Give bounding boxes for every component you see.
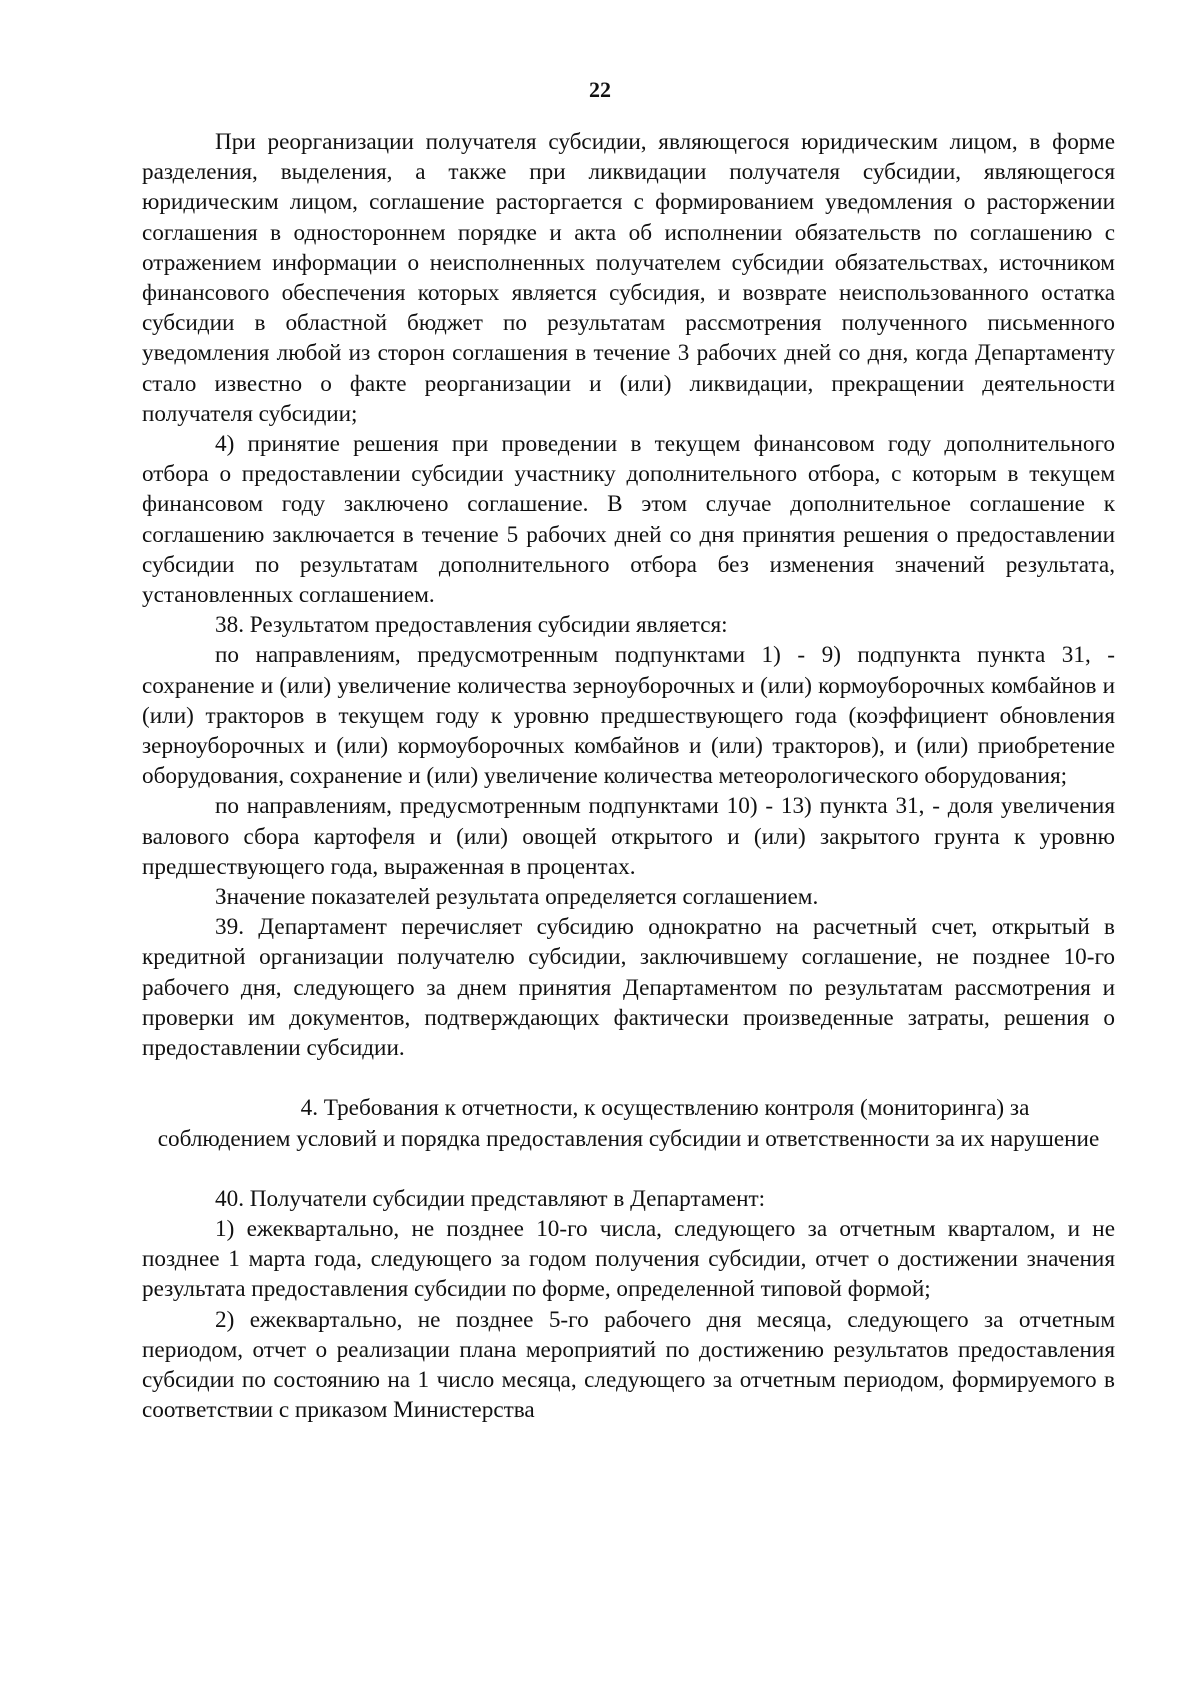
paragraph-40-item-1: 1) ежеквартально, не позднее 10-го числа, следующего за отчетным кварталом, и не позднее 1 марта года, следующего за годом получения субсидии, отчет о достижении значения результата предоставления субсидии по форме, определенной типовой формой; bbox=[142, 1215, 1115, 1303]
paragraph-40: 40. Получатели субсидии представляют в Департамент: bbox=[215, 1185, 766, 1212]
paragraph-item-4: 4) принятие решения при проведении в текущем финансовом году дополнительного отбора о предоставлении субсидии участнику дополнительного отбора, с которым в текущем финансовом году заключено соглашение. В этом случае дополнительное соглашение к соглашению заключается в течение 5 рабочих дней со дня принятия решения о предоставлении субсидии по результатам дополнительного отбора без изменения значений результата, установленных соглашением. bbox=[142, 431, 1115, 609]
paragraph-directions-1-9: по направлениям, предусмотренным подпунктами 1) - 9) подпункта пункта 31, - сохранение и (или) увеличение количества зерноуборочных и (или) кормоуборочных комбайнов и (или) тракторов в текущем году к уровню предшествующего года (коэффициент обновления зерноуборочных и (или) кормоуборочных комбайнов и (или) тракторов), и (или) приобретение оборудования, сохранение и (или) увеличение количества метеорологического оборудования; bbox=[142, 642, 1115, 790]
paragraph-40-item-2: 2) ежеквартально, не позднее 5-го рабочего дня месяца, следующего за отчетным периодом, отчет о реализации плана мероприятий по достижению результатов предоставления субсидии по состоянию на 1 число месяца, следующего за отчетным периодом, формируемого в соответствии с приказом Министерства bbox=[142, 1306, 1115, 1424]
paragraph-38: 38. Результатом предоставления субсидии является: bbox=[215, 612, 728, 639]
section-heading-rest: соблюдением условий и порядка предоставления субсидии и ответственности за их нарушение bbox=[157, 1125, 1100, 1152]
section-heading bbox=[142, 1093, 1115, 1153]
paragraph-result-value: Значение показателей результата определяется соглашением. bbox=[215, 884, 819, 911]
paragraph-directions-10-13: по направлениям, предусмотренным подпунктами 10) - 13) пункта 31, - доля увеличения валового сбора картофеля и (или) овощей открытого и (или) закрытого грунта к уровню предшествующего года, выраженная в процентах. bbox=[142, 793, 1115, 880]
paragraph-reorganization: При реорганизации получателя субсидии, являющегося юридическим лицом, в форме разделения, выделения, а также при ликвидации получателя субсидии, являющегося юридическим лицом, соглашение расторгается с формированием уведомления о расторжении соглашения в одностороннем порядке и акта об исполнении обязательств по соглашению с отражением информации о неисполненных получателем субсидии обязательствах, источником финансового обеспечения которых является субсидия, и возврате неиспользованного остатка субсидии в областной бюджет по результатам рассмотрения полученного письменного уведомления любой из сторон соглашения в течение 3 рабочих дней со дня, когда Департаменту стало известно о факте реорганизации и (или) ликвидации, прекращении деятельности получателя субсидии; bbox=[142, 129, 1115, 427]
section-heading-line-1: 4. Требования к отчетности, к осуществлению контроля (мониторинга) за bbox=[300, 1095, 1030, 1122]
page-number: 22 bbox=[589, 77, 611, 102]
document-body bbox=[142, 127, 1115, 1425]
paragraph-39: 39. Департамент перечисляет субсидию однократно на расчетный счет, открытый в кредитной организации получателю субсидии, заключившему соглашение, не позднее 10-го рабочего дня, следующего за днем принятия Департаментом по результатам рассмотрения и проверки им документов, подтверждающих фактически произведенные затраты, решения о предоставлении субсидии. bbox=[142, 914, 1115, 1062]
